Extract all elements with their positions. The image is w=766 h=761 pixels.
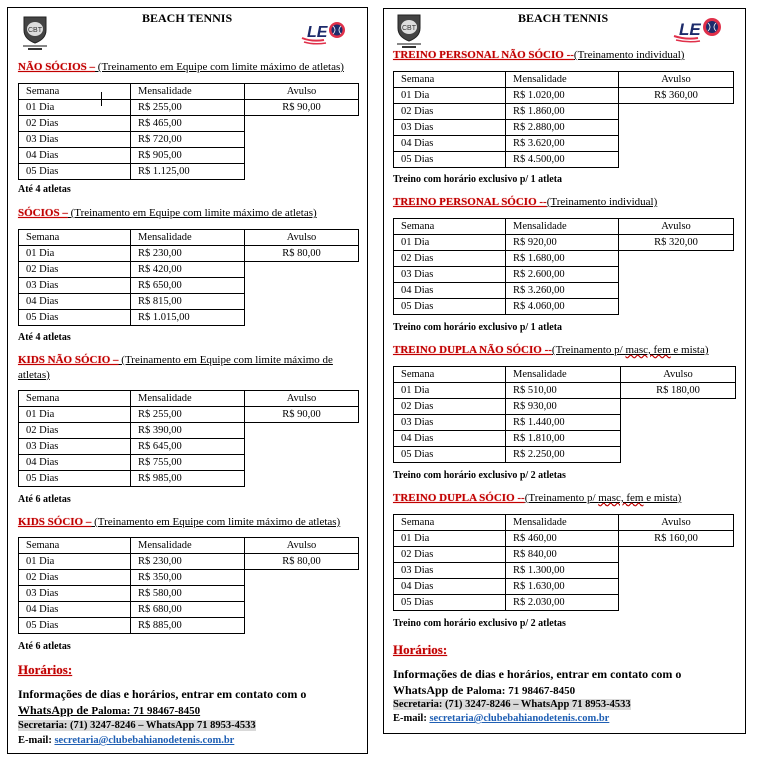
club-shield-logo-icon — [394, 12, 424, 48]
section-note: Até 6 atletas — [18, 494, 71, 505]
table-header-row: Semana Mensalidade Avulso — [19, 391, 359, 407]
table-row: 03 Dias R$ 1.440,00 — [394, 415, 736, 431]
table-row: 04 Dias R$ 3.620,00 — [394, 136, 734, 152]
section-heading-socios: SÓCIOS – (Treinamento em Equipe com limite máximo de atletas) — [18, 207, 317, 219]
price-table-personal-socio — [393, 218, 734, 315]
table-row: 04 Dias R$ 1.630,00 — [394, 579, 734, 595]
table-row: 02 Dias R$ 840,00 — [394, 547, 734, 563]
price-table-nao-socios — [18, 83, 359, 180]
table-row: 02 Dias R$ 350,00 — [19, 570, 359, 586]
svg-text:CBT: CBT — [402, 25, 416, 32]
table-row: 04 Dias R$ 3.260,00 — [394, 283, 734, 299]
table-row: 03 Dias R$ 645,00 — [19, 439, 359, 455]
svg-text:CBT: CBT — [28, 27, 42, 34]
table-row: 03 Dias R$ 2.600,00 — [394, 267, 734, 283]
email-line: E-mail: secretaria@clubebahianodetenis.com.br — [18, 735, 235, 746]
email-line: E-mail: secretaria@clubebahianodetenis.com.br — [393, 713, 610, 724]
table-header-row: Semana Mensalidade Avulso — [19, 230, 359, 246]
section-heading-nao-socios: NÃO SÓCIOS – (Treinamento em Equipe com limite máximo de atletas) — [18, 61, 344, 73]
table-row: 02 Dias R$ 930,00 — [394, 399, 736, 415]
table-header-row: Semana Mensalidade Avulso — [19, 538, 359, 554]
price-table-dupla-nao-socio — [393, 366, 736, 463]
price-table-kids-nao-socio — [18, 390, 359, 487]
table-row: 05 Dias R$ 985,00 — [19, 471, 359, 487]
table-row: 01 Dia R$ 230,00 R$ 80,00 — [19, 246, 359, 262]
table-row: 05 Dias R$ 2.030,00 — [394, 595, 734, 611]
table-row: 01 Dia R$ 510,00 R$ 180,00 — [394, 383, 736, 399]
table-row: 01 Dia R$ 920,00 R$ 320,00 — [394, 235, 734, 251]
whatsapp-line: WhatsApp de Paloma: 71 98467-8450 — [18, 703, 201, 717]
section-heading-dupla-nao-socio: TREINO DUPLA NÃO SÓCIO --(Treinamento p/ masc, fem e mista) — [393, 344, 709, 356]
table-row: 03 Dias R$ 1.300,00 — [394, 563, 734, 579]
table-row: 05 Dias R$ 1.125,00 — [19, 164, 359, 180]
table-row: 05 Dias R$ 4.500,00 — [394, 152, 734, 168]
leo-beach-tennis-logo-icon — [300, 18, 350, 46]
text-cursor — [101, 92, 102, 106]
horarios-heading: Horários: — [18, 662, 73, 677]
table-header-row: Semana Mensalidade Avulso — [394, 515, 734, 531]
table-row: 02 Dias R$ 420,00 — [19, 262, 359, 278]
section-heading-dupla-socio: TREINO DUPLA SÓCIO --(Treinamento p/ masc, fem e mista) — [393, 492, 682, 504]
section-note: Até 4 atletas — [18, 332, 71, 343]
table-row: 03 Dias R$ 2.880,00 — [394, 120, 734, 136]
table-row: 03 Dias R$ 650,00 — [19, 278, 359, 294]
section-note: Treino com horário exclusivo p/ 1 atleta — [393, 174, 563, 185]
table-row: 01 Dia R$ 230,00 R$ 80,00 — [19, 554, 359, 570]
table-header-row: Semana Mensalidade Avulso — [394, 219, 734, 235]
table-row: 04 Dias R$ 755,00 — [19, 455, 359, 471]
club-shield-logo-icon — [20, 14, 50, 50]
table-row: 04 Dias R$ 1.810,00 — [394, 431, 736, 447]
table-header-row: Semana Mensalidade Avulso — [394, 367, 736, 383]
price-table-personal-nao-socio — [393, 71, 734, 168]
table-row: 01 Dia R$ 255,00 R$ 90,00 — [19, 100, 359, 116]
table-row: 03 Dias R$ 720,00 — [19, 132, 359, 148]
col-header-semana: Semana — [19, 84, 131, 100]
col-header-mensalidade: Mensalidade — [131, 84, 245, 100]
secretaria-line: Secretaria: (71) 3247-8246 – WhatsApp 71 8953-4533 — [18, 720, 256, 731]
section-note: Treino com horário exclusivo p/ 2 atletas — [393, 618, 566, 629]
price-table-kids-socio — [18, 537, 359, 634]
table-row: 02 Dias R$ 1.860,00 — [394, 104, 734, 120]
svg-text:LE: LE — [679, 20, 701, 39]
email-link[interactable]: secretaria@clubebahianodetenis.com.br — [429, 713, 610, 724]
table-row: 01 Dia R$ 460,00 R$ 160,00 — [394, 531, 734, 547]
table-row: 02 Dias R$ 465,00 — [19, 116, 359, 132]
col-header-avulso: Avulso — [245, 84, 359, 100]
email-link[interactable]: secretaria@clubebahianodetenis.com.br — [54, 735, 235, 746]
whatsapp-line: WhatsApp de Paloma: 71 98467-8450 — [393, 683, 576, 697]
leo-beach-tennis-logo-icon — [672, 14, 728, 44]
section-heading-kids-nao-socio: KIDS NÃO SÓCIO – (Treinamento em Equipe com limite máximo de — [18, 354, 333, 366]
section-heading-kids-nao-socio-wrap: atletas) — [18, 369, 50, 381]
page-title: BEACH TENNIS — [142, 11, 233, 25]
table-row: 05 Dias R$ 885,00 — [19, 618, 359, 634]
svg-text:LE: LE — [307, 24, 328, 41]
table-row: 04 Dias R$ 815,00 — [19, 294, 359, 310]
table-row: 02 Dias R$ 390,00 — [19, 423, 359, 439]
price-table-socios — [18, 229, 359, 326]
section-heading-kids-socio: KIDS SÓCIO – (Treinamento em Equipe com limite máximo de atletas) — [18, 516, 341, 528]
horarios-heading: Horários: — [393, 642, 448, 657]
section-note: Até 4 atletas — [18, 184, 71, 195]
info-line-1: Informações de dias e horários, entrar em contato com o — [393, 667, 682, 681]
page-title: BEACH TENNIS — [518, 11, 609, 25]
table-row: 03 Dias R$ 580,00 — [19, 586, 359, 602]
table-row: 01 Dia R$ 1.020,00 R$ 360,00 — [394, 88, 734, 104]
table-row: 04 Dias R$ 680,00 — [19, 602, 359, 618]
table-row: 05 Dias R$ 4.060,00 — [394, 299, 734, 315]
price-table-dupla-socio — [393, 514, 734, 611]
table-row: 05 Dias R$ 2.250,00 — [394, 447, 736, 463]
secretaria-line: Secretaria: (71) 3247-8246 – WhatsApp 71 8953-4533 — [393, 699, 631, 710]
section-note: Até 6 atletas — [18, 641, 71, 652]
section-heading-personal-socio: TREINO PERSONAL SÓCIO --(Treinamento individual) — [393, 196, 658, 208]
section-heading-personal-nao-socio: TREINO PERSONAL NÃO SÓCIO --(Treinamento individual) — [393, 49, 685, 61]
table-row: 01 Dia R$ 255,00 R$ 90,00 — [19, 407, 359, 423]
table-header-row: Semana Mensalidade Avulso — [394, 72, 734, 88]
table-row: 02 Dias R$ 1.680,00 — [394, 251, 734, 267]
section-note: Treino com horário exclusivo p/ 1 atleta — [393, 322, 563, 333]
section-note: Treino com horário exclusivo p/ 2 atletas — [393, 470, 566, 481]
info-line-1: Informações de dias e horários, entrar em contato com o — [18, 687, 307, 701]
table-row: 04 Dias R$ 905,00 — [19, 148, 359, 164]
table-header-row — [19, 84, 359, 100]
table-row: 05 Dias R$ 1.015,00 — [19, 310, 359, 326]
